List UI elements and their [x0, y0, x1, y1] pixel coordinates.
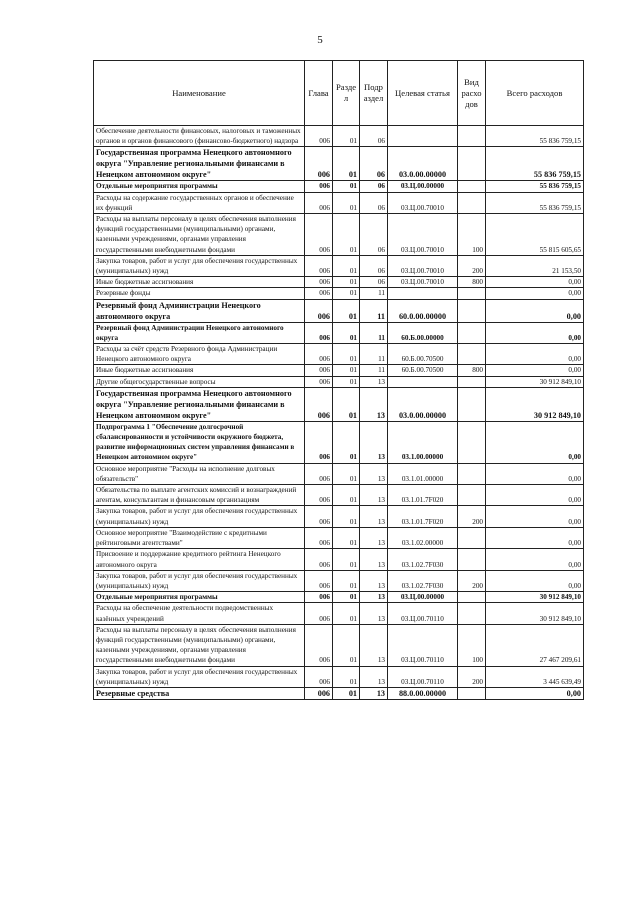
cell-name: Закупка товаров, работ и услуг для обеспечения государственных (муниципальных) нужд [94, 506, 305, 527]
cell-total: 55 836 759,15 [486, 181, 584, 192]
cell-section: 01 [333, 147, 360, 181]
cell-subsection: 06 [360, 192, 388, 213]
table-row [94, 421, 584, 463]
cell-subsection: 06 [360, 147, 388, 181]
cell-name: Подпрограмма 1 "Обеспечение долгосрочной сбалансированности и устойчивости окружного бюджета, развитие информационных систем управления финансами в Ненецком автономном округе" [94, 421, 305, 463]
cell-name: Расходы на выплаты персоналу в целях обеспечения выполнения функций государственными (муниципальными) органами, казенными учреждениями, органами управления государственными внебюджетными фондами [94, 214, 305, 256]
cell-type [458, 288, 486, 299]
cell-target: 60.Б.00.70500 [388, 344, 458, 365]
cell-chapter: 006 [305, 549, 333, 570]
cell-target: 03.Ц.00.70110 [388, 603, 458, 624]
table-row [94, 603, 584, 624]
table-row [94, 463, 584, 484]
cell-chapter: 006 [305, 365, 333, 376]
cell-total: 3 445 639,49 [486, 666, 584, 687]
cell-type: 800 [458, 365, 486, 376]
table-row [94, 344, 584, 365]
cell-total: 30 912 849,10 [486, 387, 584, 421]
cell-total: 0,00 [486, 277, 584, 288]
cell-subsection: 13 [360, 624, 388, 666]
cell-section: 01 [333, 387, 360, 421]
cell-section: 01 [333, 506, 360, 527]
cell-name: Резервный фонд Администрации Ненецкого автономного округа [94, 299, 305, 322]
cell-name: Резервные средства [94, 687, 305, 699]
cell-name: Иные бюджетные ассигнования [94, 277, 305, 288]
cell-subsection: 13 [360, 603, 388, 624]
cell-chapter: 006 [305, 463, 333, 484]
cell-section: 01 [333, 570, 360, 591]
cell-type [458, 181, 486, 192]
cell-subsection: 11 [360, 322, 388, 343]
cell-type [458, 192, 486, 213]
cell-chapter: 006 [305, 255, 333, 276]
cell-total: 0,00 [486, 288, 584, 299]
cell-type [458, 322, 486, 343]
cell-type [458, 147, 486, 181]
cell-total: 0,00 [486, 549, 584, 570]
cell-total: 0,00 [486, 527, 584, 548]
cell-name: Иные бюджетные ассигнования [94, 365, 305, 376]
cell-chapter: 006 [305, 603, 333, 624]
cell-section: 01 [333, 624, 360, 666]
cell-chapter: 006 [305, 322, 333, 343]
cell-section: 01 [333, 299, 360, 322]
cell-target: 03.Ц.00.70010 [388, 214, 458, 256]
header-section: Разде л [333, 61, 360, 126]
cell-name: Государственная программа Ненецкого автономного округа "Управление региональными финансами в Ненецком автономном округе" [94, 147, 305, 181]
table-row [94, 624, 584, 666]
cell-name: Государственная программа Ненецкого автономного округа "Управление региональными финансами в Ненецком автономном округе" [94, 387, 305, 421]
header-target: Целевая статья [388, 61, 458, 126]
cell-section: 01 [333, 277, 360, 288]
cell-target: 88.0.00.00000 [388, 687, 458, 699]
cell-section: 01 [333, 421, 360, 463]
cell-target: 03.Ц.00.00000 [388, 592, 458, 603]
cell-section: 01 [333, 376, 360, 387]
table-row [94, 687, 584, 699]
cell-type [458, 126, 486, 147]
cell-type [458, 344, 486, 365]
cell-subsection: 11 [360, 365, 388, 376]
cell-name: Другие общегосударственные вопросы [94, 376, 305, 387]
cell-target: 03.Ц.00.70110 [388, 666, 458, 687]
table-row [94, 549, 584, 570]
cell-type [458, 485, 486, 506]
table-row [94, 666, 584, 687]
cell-subsection: 13 [360, 592, 388, 603]
cell-chapter: 006 [305, 299, 333, 322]
cell-name: Основное мероприятие "Расходы на исполнение долговых обязательств" [94, 463, 305, 484]
table-row [94, 181, 584, 192]
cell-total: 30 912 849,10 [486, 592, 584, 603]
cell-section: 01 [333, 603, 360, 624]
header-chapter: Глава [305, 61, 333, 126]
cell-name: Обязательства по выплате агентских комиссий и вознаграждений агентам, консультантам и финансовым организациям [94, 485, 305, 506]
cell-chapter: 006 [305, 421, 333, 463]
cell-chapter: 006 [305, 570, 333, 591]
cell-subsection: 13 [360, 485, 388, 506]
cell-type: 100 [458, 624, 486, 666]
header-name: Наименование [94, 61, 305, 126]
cell-subsection: 13 [360, 570, 388, 591]
cell-target: 03.Ц.00.70110 [388, 624, 458, 666]
cell-chapter: 006 [305, 666, 333, 687]
cell-section: 01 [333, 687, 360, 699]
cell-chapter: 006 [305, 387, 333, 421]
table-row [94, 192, 584, 213]
table-row [94, 288, 584, 299]
cell-type [458, 421, 486, 463]
cell-total: 30 912 849,10 [486, 376, 584, 387]
cell-subsection: 06 [360, 214, 388, 256]
table-row [94, 506, 584, 527]
cell-type [458, 592, 486, 603]
cell-section: 01 [333, 549, 360, 570]
page-number: 5 [317, 34, 323, 46]
cell-total: 0,00 [486, 570, 584, 591]
cell-section: 01 [333, 592, 360, 603]
header-total: Всего расходов [486, 61, 584, 126]
cell-section: 01 [333, 527, 360, 548]
cell-subsection: 13 [360, 527, 388, 548]
cell-chapter: 006 [305, 277, 333, 288]
cell-target: 60.Б.00.00000 [388, 322, 458, 343]
cell-target: 03.Ц.00.70010 [388, 192, 458, 213]
table-row [94, 214, 584, 256]
cell-target: 03.Ц.00.70010 [388, 255, 458, 276]
cell-chapter: 006 [305, 126, 333, 147]
cell-name: Закупка товаров, работ и услуг для обеспечения государственных (муниципальных) нужд [94, 255, 305, 276]
cell-subsection: 13 [360, 687, 388, 699]
table-row [94, 147, 584, 181]
cell-target: 03.1.01.7F020 [388, 485, 458, 506]
cell-chapter: 006 [305, 181, 333, 192]
cell-total: 27 467 209,61 [486, 624, 584, 666]
cell-subsection: 13 [360, 421, 388, 463]
cell-type: 200 [458, 570, 486, 591]
cell-subsection: 11 [360, 288, 388, 299]
cell-section: 01 [333, 344, 360, 365]
cell-target [388, 126, 458, 147]
cell-section: 01 [333, 322, 360, 343]
table-row [94, 299, 584, 322]
table-row [94, 592, 584, 603]
cell-type [458, 299, 486, 322]
cell-subsection: 06 [360, 181, 388, 192]
cell-target: 03.1.01.00000 [388, 463, 458, 484]
cell-type: 200 [458, 666, 486, 687]
table-row [94, 365, 584, 376]
table-row [94, 376, 584, 387]
cell-chapter: 006 [305, 687, 333, 699]
cell-subsection: 13 [360, 463, 388, 484]
cell-subsection: 06 [360, 255, 388, 276]
cell-section: 01 [333, 365, 360, 376]
cell-chapter: 006 [305, 147, 333, 181]
cell-chapter: 006 [305, 288, 333, 299]
cell-section: 01 [333, 181, 360, 192]
cell-total: 55 836 759,15 [486, 192, 584, 213]
cell-subsection: 06 [360, 277, 388, 288]
cell-name: Основное мероприятие "Взаимодействие с кредитными рейтинговыми агентствами" [94, 527, 305, 548]
cell-section: 01 [333, 214, 360, 256]
cell-total: 55 836 759,15 [486, 147, 584, 181]
cell-name: Расходы на обеспечение деятельности подведомственных казённых учреждений [94, 603, 305, 624]
cell-type: 100 [458, 214, 486, 256]
cell-subsection: 11 [360, 299, 388, 322]
cell-subsection: 13 [360, 666, 388, 687]
cell-type: 800 [458, 277, 486, 288]
cell-total: 0,00 [486, 344, 584, 365]
cell-name: Резервные фонды [94, 288, 305, 299]
cell-name: Резервный фонд Администрации Ненецкого автономного округа [94, 322, 305, 343]
table-row [94, 322, 584, 343]
cell-type [458, 387, 486, 421]
cell-total: 0,00 [486, 687, 584, 699]
table-body [94, 126, 584, 700]
cell-type: 200 [458, 255, 486, 276]
cell-total: 30 912 849,10 [486, 603, 584, 624]
cell-total: 0,00 [486, 506, 584, 527]
cell-type [458, 463, 486, 484]
cell-chapter: 006 [305, 344, 333, 365]
cell-name: Закупка товаров, работ и услуг для обеспечения государственных (муниципальных) нужд [94, 570, 305, 591]
cell-target: 03.0.00.00000 [388, 147, 458, 181]
cell-target: 03.Ц.00.00000 [388, 181, 458, 192]
cell-target: 03.Ц.00.70010 [388, 277, 458, 288]
cell-target: 03.1.01.7F020 [388, 506, 458, 527]
cell-section: 01 [333, 255, 360, 276]
cell-total: 55 836 759,15 [486, 126, 584, 147]
cell-target: 03.0.00.00000 [388, 387, 458, 421]
table-row [94, 570, 584, 591]
cell-total: 0,00 [486, 463, 584, 484]
cell-section: 01 [333, 126, 360, 147]
cell-name: Обеспечение деятельности финансовых, налоговых и таможенных органов и органов финансового (финансово-бюджетного) надзора [94, 126, 305, 147]
cell-type [458, 376, 486, 387]
cell-total: 0,00 [486, 299, 584, 322]
cell-subsection: 13 [360, 549, 388, 570]
cell-type [458, 687, 486, 699]
table-row [94, 277, 584, 288]
cell-chapter: 006 [305, 214, 333, 256]
table-row [94, 255, 584, 276]
cell-subsection: 13 [360, 387, 388, 421]
cell-section: 01 [333, 288, 360, 299]
cell-type [458, 603, 486, 624]
cell-target: 03.1.02.7F030 [388, 570, 458, 591]
cell-total: 0,00 [486, 365, 584, 376]
cell-type [458, 549, 486, 570]
cell-name: Расходы за счёт средств Резервного фонда Администрации Ненецкого автономного округа [94, 344, 305, 365]
cell-target: 03.1.00.00000 [388, 421, 458, 463]
table-row [94, 485, 584, 506]
header-subsection: Подр аздел [360, 61, 388, 126]
cell-name: Отдельные мероприятия программы [94, 181, 305, 192]
cell-name: Расходы на выплаты персоналу в целях обеспечения выполнения функций государственными (муниципальными) органами, казенными учреждениями, органами управления государственными внебюджетными фондами [94, 624, 305, 666]
cell-section: 01 [333, 192, 360, 213]
table-header-row [94, 61, 584, 126]
cell-total: 0,00 [486, 485, 584, 506]
cell-chapter: 006 [305, 624, 333, 666]
cell-chapter: 006 [305, 485, 333, 506]
cell-target [388, 376, 458, 387]
cell-target: 60.Б.00.70500 [388, 365, 458, 376]
cell-section: 01 [333, 666, 360, 687]
table-row [94, 387, 584, 421]
cell-name: Расходы на содержание государственных органов и обеспечение их функций [94, 192, 305, 213]
cell-chapter: 006 [305, 592, 333, 603]
cell-target: 03.1.02.00000 [388, 527, 458, 548]
cell-total: 21 153,50 [486, 255, 584, 276]
cell-subsection: 11 [360, 344, 388, 365]
cell-name: Отдельные мероприятия программы [94, 592, 305, 603]
cell-total: 0,00 [486, 421, 584, 463]
header-type: Вид расхо дов [458, 61, 486, 126]
table-row [94, 126, 584, 147]
cell-section: 01 [333, 463, 360, 484]
cell-total: 55 815 605,65 [486, 214, 584, 256]
cell-chapter: 006 [305, 527, 333, 548]
cell-name: Закупка товаров, работ и услуг для обеспечения государственных (муниципальных) нужд [94, 666, 305, 687]
cell-subsection: 13 [360, 376, 388, 387]
cell-chapter: 006 [305, 376, 333, 387]
table-row [94, 527, 584, 548]
cell-name: Присвоение и поддержание кредитного рейтинга Ненецкого автономного округа [94, 549, 305, 570]
cell-subsection: 06 [360, 126, 388, 147]
cell-type [458, 527, 486, 548]
cell-subsection: 13 [360, 506, 388, 527]
cell-chapter: 006 [305, 506, 333, 527]
cell-section: 01 [333, 485, 360, 506]
expenditure-table [93, 60, 584, 700]
cell-type: 200 [458, 506, 486, 527]
cell-total: 0,00 [486, 322, 584, 343]
cell-chapter: 006 [305, 192, 333, 213]
cell-target: 03.1.02.7F030 [388, 549, 458, 570]
cell-target: 60.0.00.00000 [388, 299, 458, 322]
cell-target [388, 288, 458, 299]
